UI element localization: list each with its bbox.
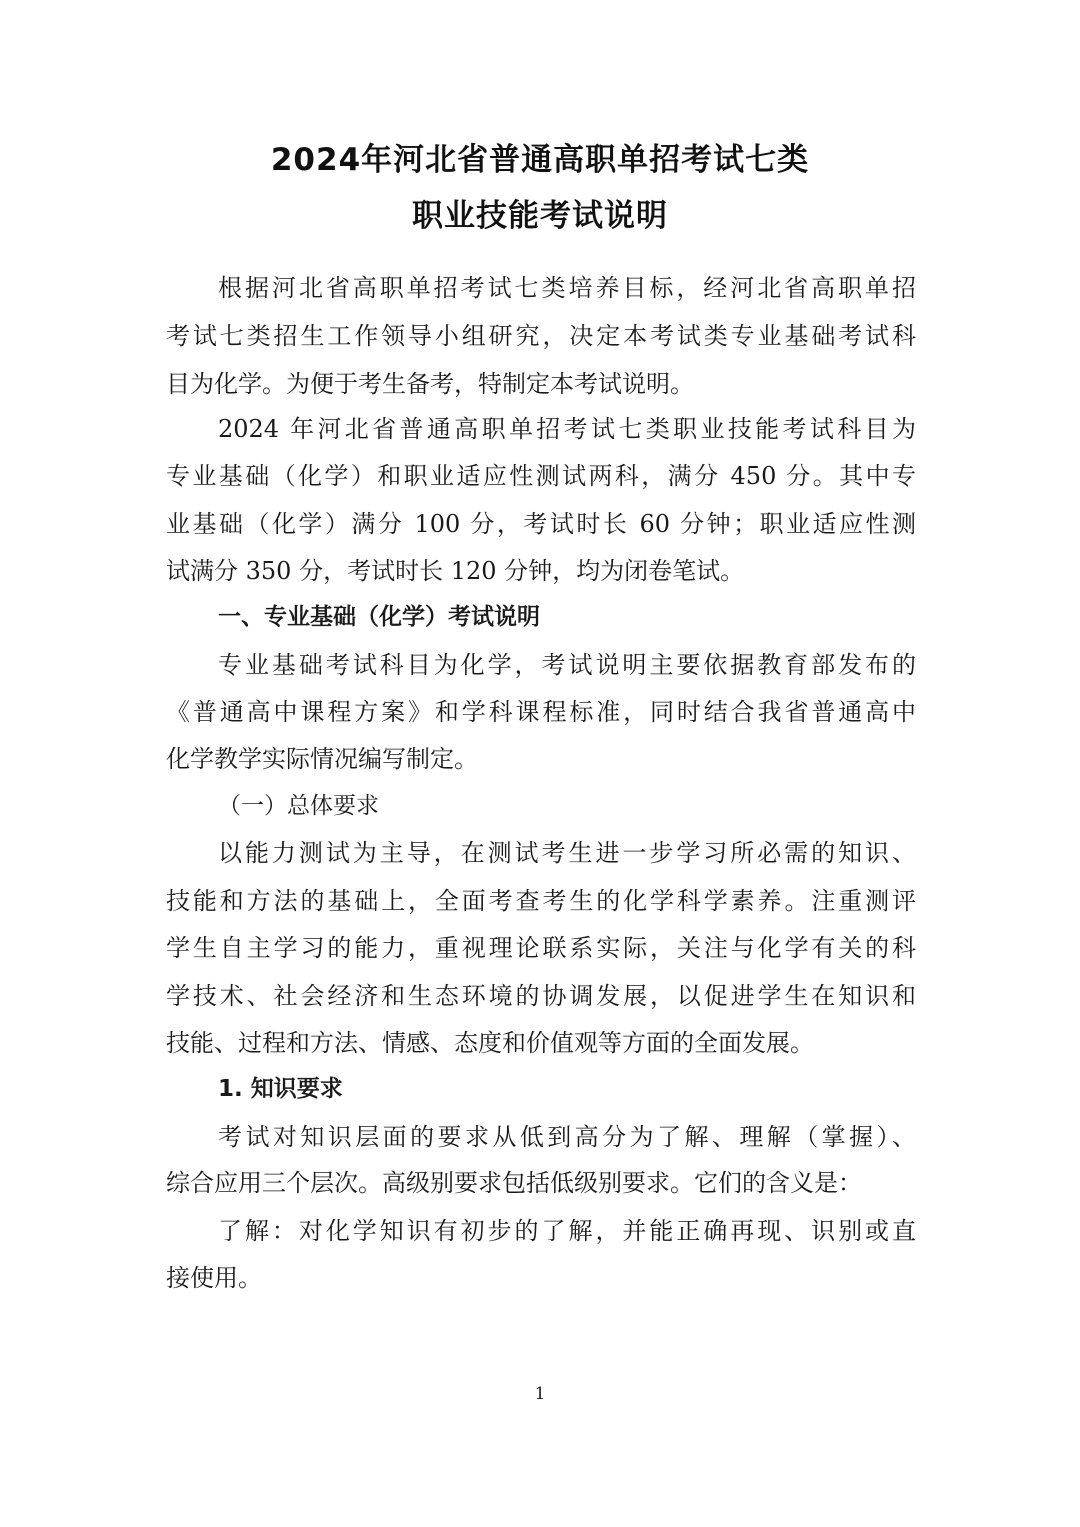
paragraph-line: 专业基础考试科目为化学，考试说明主要依据教育部发布的 bbox=[218, 651, 916, 679]
paragraph-line: 以能力测试为主导，在测试考生进一步学习所必需的知识、 bbox=[218, 839, 916, 867]
paragraph-line: 化学教学实际情况编写制定。 bbox=[166, 745, 478, 773]
paragraph-line: 技能、过程和方法、情感、态度和价值观等方面的全面发展。 bbox=[166, 1029, 814, 1057]
subsection-heading: （一）总体要求 bbox=[218, 793, 379, 819]
page-number: 1 bbox=[534, 1384, 546, 1404]
paragraph-line: 技能和方法的基础上，全面考查考生的化学科学素养。注重测评 bbox=[166, 887, 916, 915]
section-heading: 一、专业基础（化学）考试说明 bbox=[218, 604, 540, 630]
paragraph-line: 业基础（化学）满分 100 分，考试时长 60 分钟；职业适应性测 bbox=[166, 510, 916, 538]
paragraph-line: 专业基础（化学）和职业适应性测试两科，满分 450 分。其中专 bbox=[166, 462, 916, 490]
paragraph-line: 《普通高中课程方案》和学科课程标准，同时结合我省普通高中 bbox=[166, 698, 916, 726]
paragraph-line: 考试对知识层面的要求从低到高分为了解、理解（掌握）、 bbox=[218, 1123, 916, 1151]
paragraph-line: 试满分 350 分，考试时长 120 分钟，均为闭卷笔试。 bbox=[166, 557, 745, 585]
paragraph-line: 2024 年河北省普通高职单招考试七类职业技能考试科目为 bbox=[218, 415, 916, 443]
paragraph-line: 考试七类招生工作领导小组研究，决定本考试类专业基础考试科 bbox=[166, 322, 916, 350]
document-title-line-1: 2024年河北省普通高职单招考试七类 bbox=[270, 142, 810, 178]
paragraph-line: 目为化学。为便于考生备考，特制定本考试说明。 bbox=[166, 370, 694, 398]
knowledge-heading: 1. 知识要求 bbox=[218, 1076, 343, 1102]
paragraph-line: 学生自主学习的能力，重视理论联系实际，关注与化学有关的科 bbox=[166, 934, 916, 962]
paragraph-line: 了解：对化学知识有初步的了解，并能正确再现、识别或直 bbox=[218, 1217, 916, 1245]
paragraph-line: 接使用。 bbox=[166, 1264, 262, 1292]
paragraph-line: 学技术、社会经济和生态环境的协调发展，以促进学生在知识和 bbox=[166, 982, 916, 1010]
paragraph-line: 根据河北省高职单招考试七类培养目标，经河北省高职单招 bbox=[218, 274, 916, 302]
document-title-line-2: 职业技能考试说明 bbox=[412, 198, 668, 234]
paragraph-line: 综合应用三个层次。高级别要求包括低级别要求。它们的含义是： bbox=[166, 1169, 862, 1197]
